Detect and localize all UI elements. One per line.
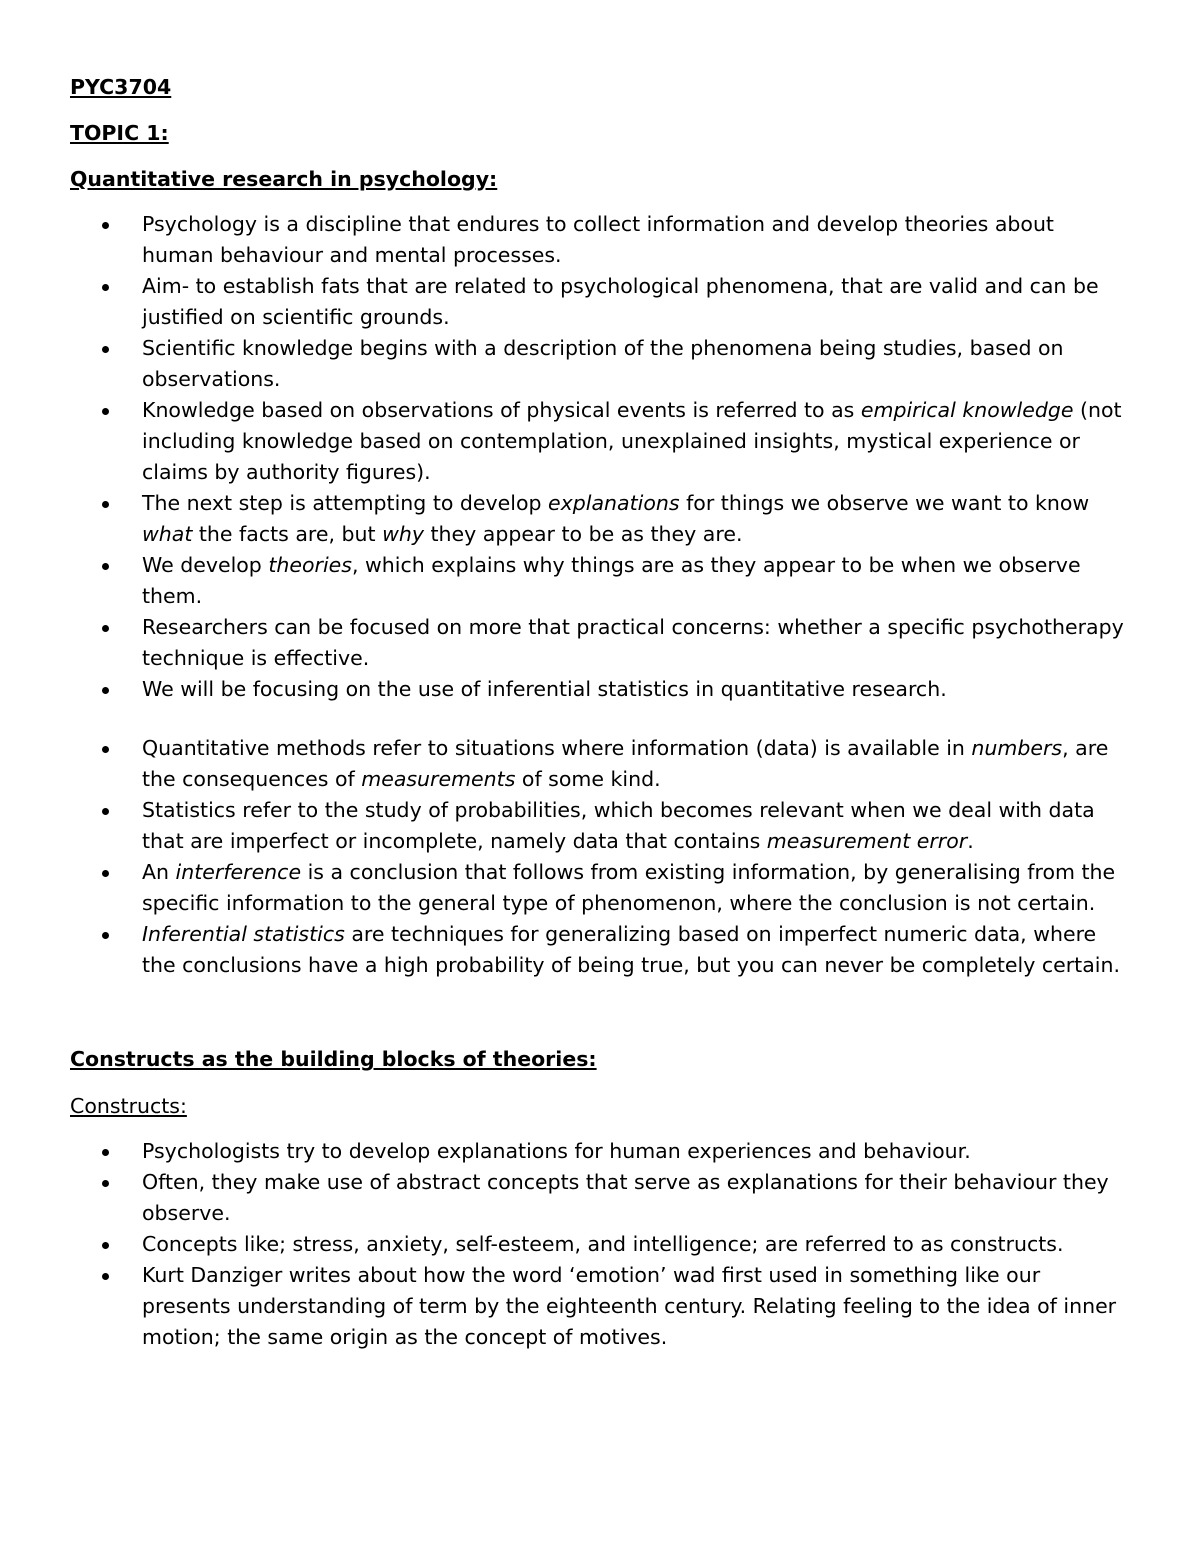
list-item [70,271,1130,333]
bullet-icon [102,1149,109,1156]
bullet-icon [102,1242,109,1249]
list-item [70,1229,1130,1260]
bullet-icon [102,284,109,291]
emphasis-text: measurements [361,767,516,791]
list-item [70,919,1130,981]
list-item-text: Aim- to establish fats that are related to psychological phenomena, that are valid and can be justified on scientific grounds. [142,274,1099,329]
list-item [70,674,1130,705]
emphasis-text: empirical knowledge [860,398,1074,422]
section-2-bullet-list [70,1136,1130,1353]
list-item-text: Quantitative methods refer to situations where information (data) is available in [142,736,972,760]
list-item-text: The next step is attempting to develop [142,491,549,515]
list-item-text: Psychology is a discipline that endures to collect information and develop theories about human behaviour and mental processes. [142,212,1054,267]
bullet-icon [102,501,109,508]
bullet-icon [102,687,109,694]
section-1-bullet-list [70,209,1130,705]
section-1-title: Quantitative research in psychology: [70,167,498,191]
emphasis-text: interference [175,860,302,884]
list-item-text: Knowledge based on observations of physical events is referred to as [142,398,861,422]
bullet-icon [102,870,109,877]
list-item-text: An [142,860,176,884]
list-item [70,333,1130,395]
list-item-text: , are the consequences of [142,736,1109,791]
list-item-text: . [967,829,974,853]
bullet-icon [102,808,109,815]
list-item [70,857,1130,919]
list-item [70,1260,1130,1353]
list-item [70,612,1130,674]
list-item [70,488,1130,550]
list-item-text: Psychologists try to develop explanations for human experiences and behaviour. [142,1139,971,1163]
list-item-text: they appear to be as they are. [423,522,743,546]
list-item [70,209,1130,271]
list-item [70,1167,1130,1229]
list-item-text: Scientific knowledge begins with a description of the phenomena being studies, based on observations. [142,336,1064,391]
list-item-text: of some kind. [515,767,661,791]
emphasis-text: theories [268,553,352,577]
list-item [70,795,1130,857]
list-item-text: Often, they make use of abstract concepts that serve as explanations for their behaviour they observe. [142,1170,1109,1225]
section-2-subtitle: Constructs: [70,1094,187,1118]
bullet-icon [102,1273,109,1280]
list-item-text: , which explains why things are as they appear to be when we observe them. [142,553,1081,608]
list-item-text: (not including knowledge based on contemplation, unexplained insights, mystical experience or claims by authority figures). [142,398,1122,484]
bullet-icon [102,932,109,939]
course-code-heading: PYC3704 [70,75,172,99]
list-item-text: We will be focusing on the use of inferential statistics in quantitative research. [142,677,947,701]
list-item-text: are techniques for generalizing based on imperfect numeric data, where the conclusions have a high probability of being true, but you can never be completely certain. [142,922,1120,977]
bullet-icon [102,625,109,632]
section-1-bullet-list-2 [70,733,1130,981]
emphasis-text: Inferential statistics [142,922,345,946]
emphasis-text: measurement error [766,829,968,853]
list-item [70,550,1130,612]
section-2-title: Constructs as the building blocks of theories: [70,1047,597,1071]
bullet-icon [102,346,109,353]
list-item-text: for things we observe we want to know [679,491,1090,515]
list-item-text: the facts are, but [192,522,383,546]
list-item-text: Kurt Danziger writes about how the word ‘emotion’ wad first used in something like our presents understanding of term by the eighteenth century. Relating feeling to the idea of inner motion; the same origin as the concept of motives. [142,1263,1117,1349]
list-item-text: Statistics refer to the study of probabilities, which becomes relevant when we deal with data that are imperfect or incomplete, namely data that contains [142,798,1095,853]
list-item [70,733,1130,795]
bullet-icon [102,1180,109,1187]
bullet-icon [102,408,109,415]
list-item-text: We develop [142,553,269,577]
bullet-icon [102,563,109,570]
emphasis-text: what [142,522,193,546]
list-item-text: is a conclusion that follows from existing information, by generalising from the specific information to the general type of phenomenon, where the conclusion is not certain. [142,860,1116,915]
list-item [70,1136,1130,1167]
list-item [70,395,1130,488]
topic-heading: TOPIC 1: [70,121,169,145]
emphasis-text: numbers [971,736,1063,760]
bullet-icon [102,746,109,753]
emphasis-text: why [382,522,424,546]
list-item-text: Concepts like; stress, anxiety, self-esteem, and intelligence; are referred to as constructs. [142,1232,1064,1256]
bullet-icon [102,222,109,229]
list-item-text: Researchers can be focused on more that practical concerns: whether a specific psychotherapy technique is effective. [142,615,1124,670]
emphasis-text: explanations [548,491,680,515]
